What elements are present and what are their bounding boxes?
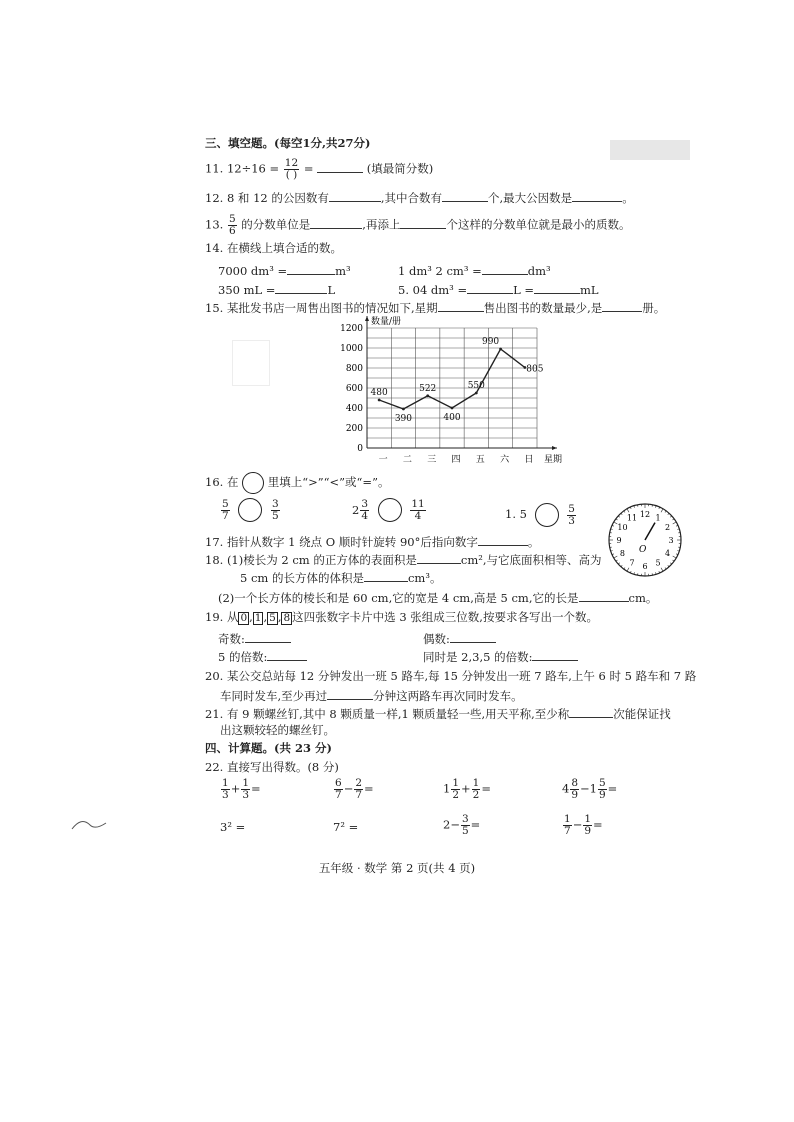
y-axis-label: 数量/册 — [371, 317, 402, 327]
clock-icon — [605, 500, 685, 580]
question-13: 13. $\frac{5}{6}$ 的分数单位是 ,再添上 个这样的分数单位就是最小的质数。 — [205, 213, 631, 237]
fraction: $\frac{5}{6}$ — [228, 213, 236, 237]
question-11: 11. 12÷16 = $\frac{12}{( )}$ = (填最简分数) — [205, 157, 434, 181]
question-14-line-1b: 1 dm³ 2 cm³ = dm³ — [398, 264, 551, 278]
mixed-number: 2 $\frac{3}{4}$ — [352, 497, 369, 522]
clock-hand — [645, 523, 655, 540]
data-label: 550 — [467, 381, 485, 391]
clock-tick — [673, 522, 676, 524]
calc-item: 3² = — [220, 820, 246, 834]
answer-blank[interactable] — [450, 630, 496, 643]
clock-number: 3 — [668, 536, 674, 545]
clock-number: 9 — [616, 536, 622, 545]
clock-tick — [618, 563, 619, 564]
clock-tick — [621, 565, 622, 566]
answer-blank[interactable] — [400, 216, 446, 229]
question-12: 12. 8 和 12 的公因数有 ,其中合数有 个,最大公因数是 。 — [205, 191, 634, 205]
answer-blank[interactable] — [602, 299, 642, 312]
x-tick-label: 日 — [524, 455, 534, 465]
question-18-part-1b: 5 cm 的长方体的体积是 cm³。 — [240, 571, 442, 585]
answer-blank[interactable] — [417, 551, 461, 564]
fraction: $\frac{11}{4}$ — [411, 497, 425, 522]
question-16: 16. 在 里填上“>”“<”或“=”。 — [205, 472, 389, 494]
data-point — [451, 407, 454, 410]
question-16-item-3: 1. 5 $\frac{5}{3}$ — [505, 502, 575, 527]
clock-tick — [661, 509, 663, 512]
answer-blank[interactable] — [329, 189, 381, 202]
clock-center-label: O — [639, 545, 647, 555]
data-point — [378, 399, 381, 402]
question-19-multiple-235: 同时是 2,3,5 的倍数: — [423, 648, 578, 665]
answer-blank[interactable] — [438, 299, 484, 312]
pencil-mark — [70, 815, 110, 835]
data-label: 522 — [419, 383, 437, 394]
clock-number: 5 — [655, 558, 661, 568]
answer-blank[interactable] — [467, 281, 513, 294]
sales-line-chart — [335, 318, 575, 468]
y-tick-label: 1000 — [340, 344, 363, 354]
answer-blank[interactable] — [310, 216, 362, 229]
clock-number: 1 — [655, 513, 661, 523]
clock-tick — [627, 568, 629, 571]
question-18-part-1: 18. (1)棱长为 2 cm 的正方体的表面积是 cm²,与它底面积相等、高为 — [205, 553, 602, 567]
x-tick-label: 三 — [427, 455, 437, 465]
calc-item: 7² = — [333, 820, 359, 834]
x-tick-label: 六 — [500, 455, 510, 465]
fraction: $\frac{12}{( )}$ — [284, 157, 299, 181]
clock-tick — [614, 556, 617, 558]
compare-circle — [242, 472, 264, 494]
compare-circle[interactable] — [535, 503, 559, 527]
calc-item: $\frac{6}{7}$ − $\frac{2}{7}$ = — [335, 777, 374, 801]
data-label: 805 — [526, 364, 544, 375]
question-16-items — [220, 498, 281, 528]
data-point — [426, 394, 429, 397]
y-tick-label: 800 — [345, 364, 363, 374]
fraction: $\frac{5}{3}$ — [568, 502, 575, 527]
data-point — [499, 348, 502, 351]
answer-blank[interactable] — [579, 589, 629, 602]
clock-number: 10 — [617, 523, 628, 532]
digit-card: 0 — [240, 612, 248, 624]
calc-item: 2− $\frac{3}{5}$ = — [443, 813, 481, 837]
answer-blank[interactable] — [534, 281, 580, 294]
answer-blank[interactable] — [245, 630, 291, 643]
question-22-title: 22. 直接写出得数。(8 分) — [205, 760, 339, 774]
clock-number: 11 — [626, 513, 638, 523]
data-point — [402, 408, 405, 411]
answer-blank[interactable] — [569, 705, 613, 718]
x-axis-label: 星期 — [543, 455, 563, 465]
answer-blank[interactable] — [327, 687, 373, 700]
clock-tick — [618, 516, 619, 517]
answer-blank[interactable] — [275, 281, 327, 294]
clock-tick — [673, 556, 676, 558]
question-20-cont: 车同时发车,至少再过 分钟这两路车再次同时发车。 — [220, 689, 523, 703]
x-tick-label: 五 — [475, 455, 485, 465]
fraction: $\frac{5}{7}$ — [222, 497, 229, 522]
answer-blank[interactable] — [364, 569, 408, 582]
answer-blank[interactable] — [478, 533, 528, 546]
answer-blank[interactable] — [532, 648, 578, 661]
answer-blank[interactable] — [267, 648, 307, 661]
clock-number: 7 — [629, 558, 635, 568]
clock-tick — [661, 568, 663, 571]
question-19-even: 偶数: — [423, 630, 496, 647]
clock-tick — [670, 563, 671, 564]
x-axis-arrow — [552, 446, 557, 450]
answer-blank[interactable] — [572, 189, 622, 202]
calc-item: $\frac{1}{3}$ + $\frac{1}{3}$ = — [222, 777, 261, 801]
calc-item: 4 $\frac{8}{9}$ −1 $\frac{5}{9}$ = — [562, 777, 618, 801]
calc-item: 1 $\frac{1}{2}$ + $\frac{1}{2}$ = — [443, 777, 491, 801]
y-tick-label: 200 — [345, 424, 363, 434]
data-label: 400 — [443, 413, 461, 423]
question-19-odd: 奇数: — [218, 630, 291, 647]
answer-blank[interactable] — [317, 160, 363, 173]
y-tick-label: 400 — [345, 404, 363, 414]
clock-number: 6 — [642, 562, 648, 571]
y-tick-label: 600 — [345, 384, 363, 394]
answer-blank[interactable] — [482, 262, 528, 275]
question-19-multiple-5: 5 的倍数: — [218, 648, 307, 665]
compare-circle[interactable] — [378, 498, 402, 522]
clock-tick — [668, 513, 669, 514]
question-14-line-2b: 5. 04 dm³ = L = mL — [398, 283, 599, 297]
section-4-title: 四、计算题。(共 23 分) — [205, 741, 332, 755]
clock-tick — [621, 513, 622, 514]
question-18-part-2: (2)一个长方体的棱长和是 60 cm,它的宽是 4 cm,高是 5 cm,它的长是 cm。 — [218, 591, 658, 605]
question-15: 15. 某批发书店一周售出图书的情况如下,星期 售出图书的数量最少,是 册。 — [205, 301, 666, 315]
section-3-title: 三、填空题。(每空1分,共27分) — [205, 136, 371, 150]
clock-tick — [627, 509, 629, 512]
question-19: 19. 从 0 , 1 , 5 , 8 这四张数字卡片中选 3 张组成三位数,按要求各写出一个数。 — [205, 610, 598, 624]
data-label: 480 — [370, 388, 388, 398]
question-14-title: 14. 在横线上填合适的数。 — [205, 241, 342, 255]
fraction: $\frac{3}{5}$ — [272, 497, 279, 522]
clock-number: 8 — [619, 549, 626, 558]
digit-card: 8 — [283, 612, 291, 624]
digit-card: 1 — [254, 612, 262, 624]
digit-card: 5 — [269, 612, 276, 624]
scan-smudge — [610, 140, 690, 160]
scan-smudge — [232, 340, 270, 386]
answer-blank[interactable] — [287, 262, 335, 275]
page-footer: 五年级 · 数学 第 2 页(共 4 页) — [318, 861, 476, 875]
clock-tick — [668, 565, 669, 566]
data-label: 390 — [394, 414, 413, 424]
x-tick-label: 四 — [451, 455, 461, 465]
question-16-item-2 — [352, 498, 427, 522]
calc-item: $\frac{1}{7}$ − $\frac{1}{9}$ = — [564, 813, 603, 837]
y-tick-label: 0 — [357, 444, 363, 454]
clock-number: 4 — [664, 549, 671, 558]
compare-circle[interactable] — [238, 498, 262, 522]
data-label: 990 — [481, 337, 500, 347]
clock-number: 12 — [639, 510, 651, 519]
question-21-cont: 出这颗较轻的螺丝钉。 — [220, 723, 335, 737]
y-axis-arrow — [365, 316, 369, 321]
question-14-line-1: 7000 dm³ = m³ — [218, 264, 351, 278]
clock-tick — [670, 516, 671, 517]
clock-number: 2 — [664, 523, 671, 532]
question-14-line-2: 350 mL = L — [218, 283, 336, 297]
question-20: 20. 某公交总站每 12 分钟发出一班 5 路车,每 15 分钟发出一班 7 路车,上午 6 时 5 路车和 7 路 — [205, 669, 697, 683]
data-point — [475, 392, 478, 395]
x-tick-label: 一 — [378, 455, 388, 465]
answer-blank[interactable] — [442, 189, 488, 202]
y-tick-label: 1200 — [340, 324, 363, 334]
question-17: 17. 指针从数字 1 绕点 O 顺时针旋转 90°后指向数字 。 — [205, 535, 540, 549]
question-21: 21. 有 9 颗螺丝钉,其中 8 颗质量一样,1 颗质量轻一些,用天平称,至少称 次能保证找 — [205, 707, 671, 721]
x-tick-label: 二 — [402, 455, 412, 465]
